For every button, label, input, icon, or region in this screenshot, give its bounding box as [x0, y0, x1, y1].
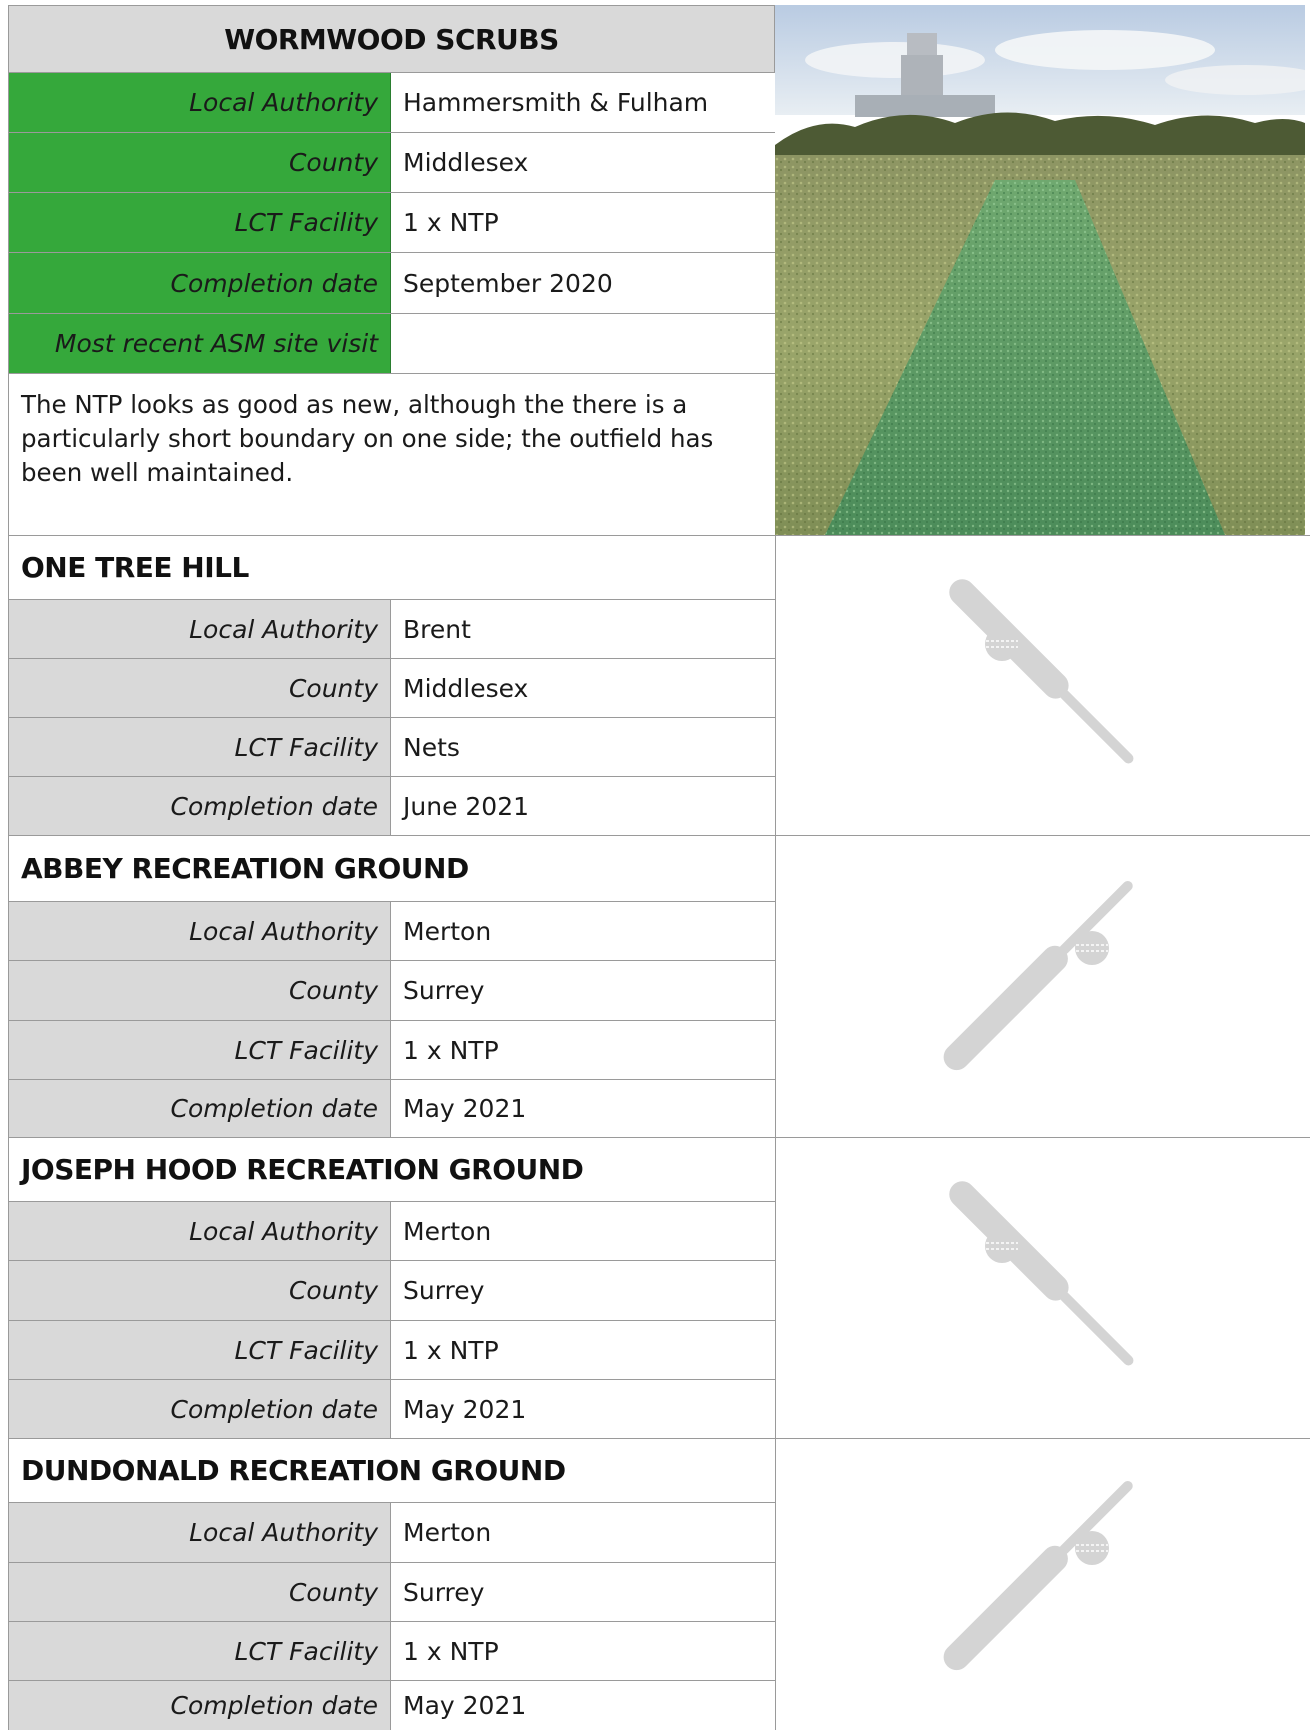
row-county: [8, 132, 775, 192]
field-label: Most recent ASM site visit: [8, 314, 391, 373]
row-site-visit: [8, 313, 775, 373]
row-lct-facility: [8, 1621, 775, 1680]
field-value: Surrey: [403, 1276, 485, 1305]
cricket-ball-icon: [985, 1229, 1019, 1263]
field-label: LCT Facility: [8, 1021, 391, 1079]
field-value: Nets: [403, 732, 460, 762]
row-completion-date: [8, 1379, 775, 1438]
field-label: Local Authority: [8, 600, 391, 658]
row-local-authority: [8, 72, 775, 132]
field-label: Completion date: [8, 1681, 391, 1730]
row-completion-date: [8, 252, 775, 313]
row-county: [8, 1562, 775, 1621]
row-county: [8, 658, 775, 717]
field-value: Merton: [403, 916, 492, 946]
field-value: Middlesex: [403, 673, 529, 703]
field-value: 1 x NTP: [403, 1335, 499, 1365]
field-label: LCT Facility: [8, 1622, 391, 1680]
row-local-authority: [8, 1201, 775, 1260]
pitch-photo: [775, 5, 1305, 535]
site-note: The NTP looks as good as new, although the there is a particularly short boundary on one side; the outfield has been well maintained.: [8, 373, 775, 535]
cricket-ball-icon: [1075, 1531, 1109, 1565]
field-label: County: [8, 961, 391, 1020]
field-value: Surrey: [403, 976, 485, 1005]
cricket-ball-icon: [1075, 931, 1109, 965]
field-value: May 2021: [403, 1691, 527, 1720]
field-label: Local Authority: [8, 902, 391, 960]
field-label: County: [8, 1261, 391, 1320]
field-label: Completion date: [8, 1380, 391, 1438]
section-title-joseph-hood-recreation-ground: JOSEPH HOOD RECREATION GROUND: [8, 1138, 775, 1201]
field-value: Merton: [403, 1216, 492, 1246]
row-county: [8, 1260, 775, 1320]
field-label: Completion date: [8, 777, 391, 835]
row-local-authority: [8, 1502, 775, 1562]
field-value: 1 x NTP: [403, 1035, 499, 1065]
field-value: May 2021: [403, 1094, 527, 1123]
field-value: [391, 314, 775, 373]
row-county: [8, 960, 775, 1020]
section-title-one-tree-hill: ONE TREE HILL: [8, 536, 775, 599]
field-value: Brent: [403, 614, 471, 644]
row-local-authority: [8, 901, 775, 960]
cricket-bat-icon: [930, 560, 1160, 790]
field-label: LCT Facility: [8, 193, 391, 252]
field-label: Completion date: [8, 1080, 391, 1137]
field-label: County: [8, 659, 391, 717]
field-value: 1 x NTP: [403, 1636, 499, 1666]
row-lct-facility: [8, 1320, 775, 1379]
section-title-abbey-recreation-ground: ABBEY RECREATION GROUND: [8, 836, 775, 901]
field-value: September 2020: [403, 268, 613, 298]
field-label: Completion date: [8, 253, 391, 313]
section-title-dundonald-recreation-ground: DUNDONALD RECREATION GROUND: [8, 1439, 775, 1502]
row-completion-date: [8, 776, 775, 835]
cricket-bat-icon: [930, 1162, 1160, 1392]
field-label: County: [8, 1563, 391, 1621]
field-value: Merton: [403, 1518, 492, 1547]
field-value: June 2021: [403, 791, 530, 821]
field-label: LCT Facility: [8, 718, 391, 776]
row-completion-date: [8, 1079, 775, 1137]
field-value: May 2021: [403, 1394, 527, 1424]
row-lct-facility: [8, 192, 775, 252]
cricket-bat-icon: [925, 860, 1165, 1100]
section-title-wormwood-scrubs: WORMWOOD SCRUBS: [8, 5, 775, 72]
field-value: Hammersmith & Fulham: [403, 88, 709, 117]
field-label: Local Authority: [8, 1202, 391, 1260]
field-value: Surrey: [403, 1577, 485, 1607]
field-label: Local Authority: [8, 1503, 391, 1562]
row-lct-facility: [8, 1020, 775, 1079]
field-label: Local Authority: [8, 73, 391, 132]
cricket-bat-icon: [925, 1460, 1165, 1700]
column-divider: [775, 535, 776, 1730]
field-value: 1 x NTP: [403, 208, 499, 237]
row-local-authority: [8, 599, 775, 658]
cricket-ball-icon: [985, 627, 1019, 661]
field-value: Middlesex: [403, 148, 529, 177]
row-completion-date: [8, 1680, 775, 1730]
field-label: County: [8, 133, 391, 192]
row-lct-facility: [8, 717, 775, 776]
field-label: LCT Facility: [8, 1321, 391, 1379]
